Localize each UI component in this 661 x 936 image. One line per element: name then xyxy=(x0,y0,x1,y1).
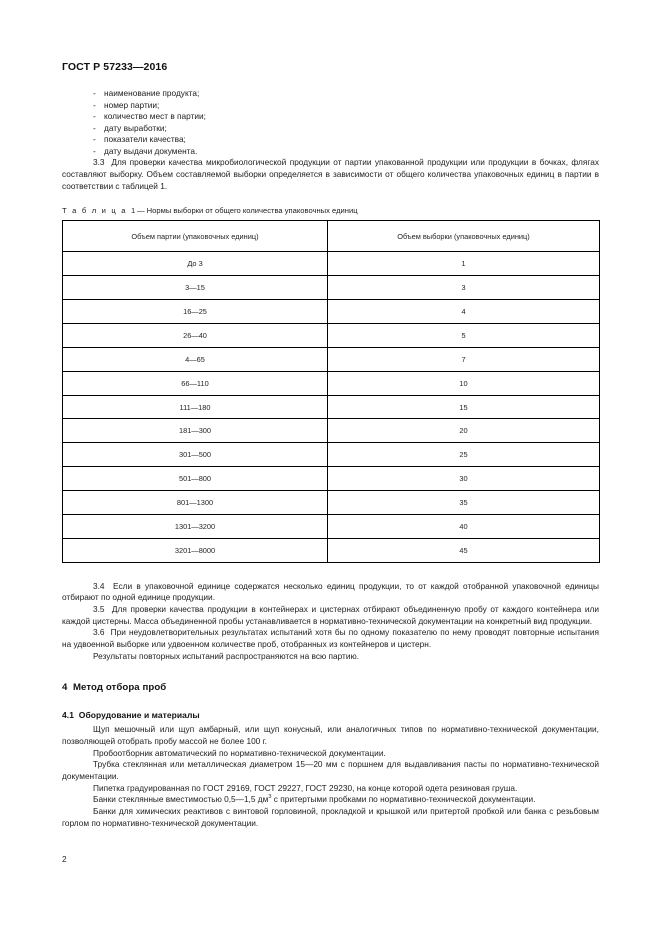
list-dash: - xyxy=(93,122,96,133)
cell-sample-volume: 35 xyxy=(328,491,600,515)
clause-text: При неудовлетворительных результатах испытаний хотя бы по одному показателю по нему проводят повторные испытания на удвоенной выборке или удвоенном количестве проб, отобранных из контейнеров и цистерн. xyxy=(62,627,599,650)
clause-3-3 xyxy=(62,157,599,192)
section-title: Метод отбора проб xyxy=(72,682,167,694)
table-row xyxy=(63,467,600,491)
section-heading-4 xyxy=(62,682,599,693)
table-row xyxy=(63,371,600,395)
table-row xyxy=(63,419,600,443)
table-row xyxy=(63,300,600,324)
table-header-row xyxy=(63,221,600,252)
table-body xyxy=(63,252,600,563)
jar-text-before: Банки стеклянные вместимостью 0,5—1,5 дм xyxy=(93,794,269,805)
running-head: ГОСТ Р 57233—2016 xyxy=(62,61,168,73)
cell-sample-volume: 3 xyxy=(328,276,600,300)
equipment-paragraph-tube: Трубка стеклянная или металлическая диаметром 15—20 мм с поршнем для выдавливания пасты по нормативно-технической документации. xyxy=(62,759,599,782)
subsection-number: 4.1 xyxy=(62,710,74,721)
table-row xyxy=(63,538,600,562)
equipment-paragraph-reagent-jars: Банки для химических реактивов с винтовой горловиной, прокладкой и крышкой или притертой пробкой или банка с резьбовым горлом по нормативно-технической документации. xyxy=(62,806,599,828)
cell-sample-volume: 30 xyxy=(328,467,600,491)
clause-3-6-extra: Результаты повторных испытаний распространяются на всю партию. xyxy=(93,650,360,661)
cell-lot-volume: 4—65 xyxy=(63,347,328,371)
table-caption-label: Т а б л и ц а 1 xyxy=(62,206,137,216)
cell-sample-volume: 45 xyxy=(328,538,600,562)
cell-sample-volume: 20 xyxy=(328,419,600,443)
column-header-sample-volume: Объем выборки (упаковочных единиц) xyxy=(328,221,600,252)
cell-lot-volume: 801—1300 xyxy=(63,491,328,515)
list-item-text: наименование продукта; xyxy=(104,88,200,98)
table-row xyxy=(63,252,600,276)
table-caption-text: Нормы выборки от общего количества упаковочных единиц xyxy=(146,206,358,216)
table-row xyxy=(63,443,600,467)
cell-lot-volume: 111—180 xyxy=(63,395,328,419)
cell-lot-volume: До 3 xyxy=(63,252,328,276)
list-item-text: номер партии; xyxy=(104,99,160,110)
cell-sample-volume: 40 xyxy=(328,515,600,539)
jar-text-after: с притертыми пробками по нормативно-технической документации. xyxy=(271,794,536,805)
equipment-paragraph-probe: Щуп мешочный или щуп амбарный, или щуп конусный, или аналогичных типов по нормативно-технической документации, позволяющей отобрать пробу массой не более 100 г. xyxy=(62,724,599,747)
list-item-text: дату выработки; xyxy=(104,122,167,133)
equipment-paragraph-glass-jars xyxy=(62,794,599,806)
cell-sample-volume: 10 xyxy=(328,371,600,395)
clause-3-5 xyxy=(62,604,599,627)
table-caption xyxy=(62,205,599,216)
equipment-paragraph-auto-sampler: Пробоотборник автоматический по нормативно-технической документации. xyxy=(93,747,386,758)
cell-sample-volume: 5 xyxy=(328,323,600,347)
table-row xyxy=(63,395,600,419)
list-item xyxy=(62,100,599,112)
clause-number: 3.5 xyxy=(93,604,105,615)
cell-sample-volume: 7 xyxy=(328,347,600,371)
cell-lot-volume: 1301—3200 xyxy=(63,515,328,539)
cell-lot-volume: 3—15 xyxy=(63,276,328,300)
list-item xyxy=(62,88,599,100)
clause-number: 3.3 xyxy=(93,157,105,168)
clause-3-6 xyxy=(62,627,599,650)
clause-text: Для проверки качества продукции в контейнерах и цистернах отбирают объединенную пробу от каждого контейнера или каждой цистерны. Масса объединенной пробы устанавливается в нормативно-технической документации на конкретный вид продукции. xyxy=(62,604,599,626)
table-row xyxy=(63,491,600,515)
table-caption-dash: — xyxy=(136,206,145,216)
list-item xyxy=(62,123,599,135)
cubic-superscript: 3 xyxy=(268,794,272,801)
sampling-norms-table xyxy=(62,220,600,563)
equipment-paragraph-pipette: Пипетка градуированная по ГОСТ 29169, ГОСТ 29227, ГОСТ 29230, на конце которой одета резиновая груша. xyxy=(93,782,518,793)
cell-sample-volume: 15 xyxy=(328,395,600,419)
clause-number: 3.6 xyxy=(93,627,105,638)
clause-text: Если в упаковочной единице содержатся несколько единиц продукции, то от каждой отобранной упаковочной единицы отбирают по одной единице продукции. xyxy=(62,580,599,603)
list-dash: - xyxy=(93,88,96,98)
list-dash: - xyxy=(93,99,96,110)
list-item-text: дату выдачи документа. xyxy=(104,145,198,156)
list-item xyxy=(62,134,599,146)
list-item xyxy=(62,111,599,123)
subsection-title: Оборудование и материалы xyxy=(78,710,200,721)
page-number: 2 xyxy=(62,854,67,864)
table-row xyxy=(63,515,600,539)
page-content xyxy=(62,88,599,829)
list-dash: - xyxy=(93,111,96,122)
subsection-heading-4-1 xyxy=(62,710,599,720)
clause-number: 3.4 xyxy=(93,580,105,591)
cell-sample-volume: 4 xyxy=(328,300,600,324)
cell-sample-volume: 1 xyxy=(328,252,600,276)
list-dash: - xyxy=(93,134,96,145)
list-dash: - xyxy=(93,145,96,156)
list-item-text: показатели качества; xyxy=(104,134,186,145)
cell-lot-volume: 501—800 xyxy=(63,467,328,491)
column-header-lot-volume: Объем партии (упаковочных единиц) xyxy=(63,221,328,252)
clause-3-4 xyxy=(62,581,599,604)
cell-lot-volume: 66—110 xyxy=(63,371,328,395)
table-row xyxy=(63,323,600,347)
cell-lot-volume: 16—25 xyxy=(63,300,328,324)
table-row xyxy=(63,347,600,371)
cell-sample-volume: 25 xyxy=(328,443,600,467)
cell-lot-volume: 26—40 xyxy=(63,323,328,347)
section-number: 4 xyxy=(62,682,68,694)
table-row xyxy=(63,276,600,300)
list-item xyxy=(62,146,599,158)
list-item-text: количество мест в партии; xyxy=(104,111,206,122)
cell-lot-volume: 3201—8000 xyxy=(63,538,328,562)
requirements-list xyxy=(62,88,599,157)
cell-lot-volume: 301—500 xyxy=(63,443,328,467)
clause-text: Для проверки качества микробиологической продукции от партии упакованной продукции или продукции в бочках, флягах составляют выборку. Объем составляемой выборки определяется в зависимости от общего количества упаковочных единиц в партии в соответствии с таблицей 1. xyxy=(62,157,599,191)
cell-lot-volume: 181—300 xyxy=(63,419,328,443)
